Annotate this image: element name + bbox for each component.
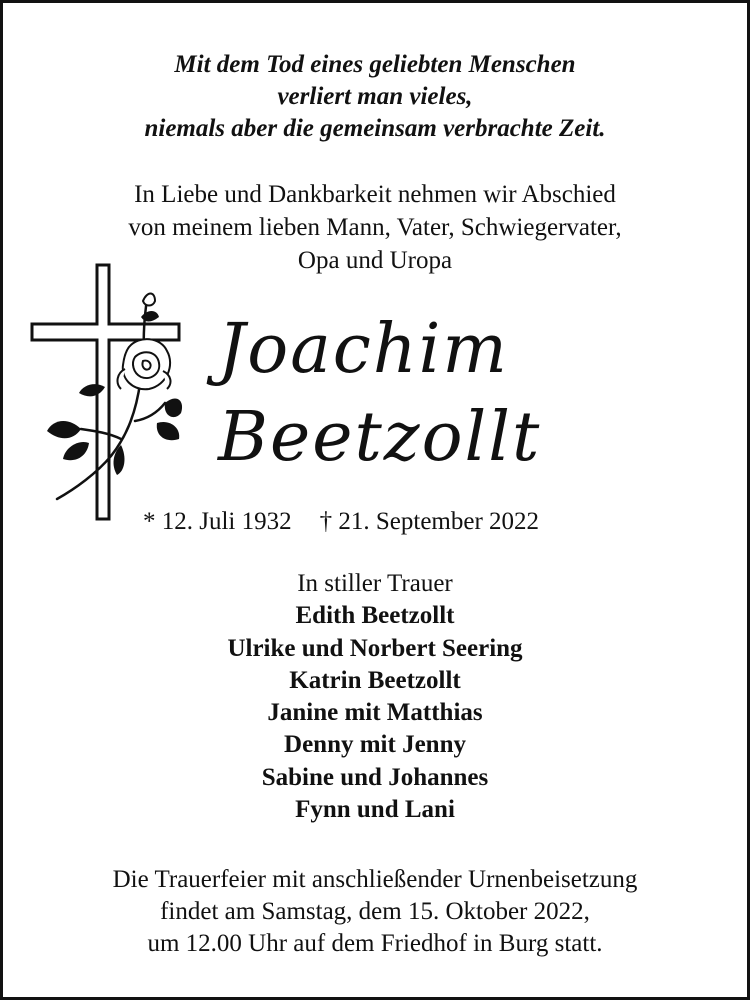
mourner-name: Denny mit Jenny (284, 731, 466, 759)
deceased-name (218, 306, 541, 482)
mourner-name: Janine mit Matthias (267, 699, 483, 727)
mourner-name: Ulrike und Norbert Seering (227, 634, 523, 662)
funeral-line: um 12.00 Uhr auf dem Friedhof in Burg statt. (147, 930, 603, 957)
funeral-line: Die Trauerfeier mit anschließender Urnenbeisetzung (112, 866, 638, 893)
funeral-details (3, 864, 747, 960)
mourner-name: Sabine und Johannes (261, 763, 489, 791)
motto-line: Mit dem Tod eines geliebten Menschen (174, 51, 576, 78)
death-date: † 21. September 2022 (319, 508, 540, 535)
intro-line: von meinem lieben Mann, Vater, Schwiegervater, (128, 214, 622, 241)
intro-line: In Liebe und Dankbarkeit nehmen wir Abschied (134, 181, 616, 208)
life-dates (143, 505, 539, 539)
deceased-first-name: Joachim (218, 310, 509, 389)
funeral-line: findet am Samstag, dem 15. Oktober 2022, (160, 898, 590, 925)
mourner-name: Katrin Beetzollt (289, 666, 461, 694)
mourner-name: Edith Beetzollt (295, 602, 455, 630)
cross-and-rose-icon (29, 261, 189, 526)
deceased-last-name: Beetzollt (218, 398, 542, 477)
intro-line: Opa und Uropa (297, 247, 453, 274)
motto-line: niemals aber die gemeinsam verbrachte Zeit. (144, 115, 606, 142)
birth-date: * 12. Juli 1932 (143, 508, 292, 535)
mourners-lead: In stiller Trauer (297, 570, 453, 597)
mourners-list (3, 568, 747, 826)
motto-line: verliert man vieles, (277, 83, 473, 110)
mourner-name: Fynn und Lani (295, 796, 455, 824)
motto-quote (3, 49, 747, 145)
